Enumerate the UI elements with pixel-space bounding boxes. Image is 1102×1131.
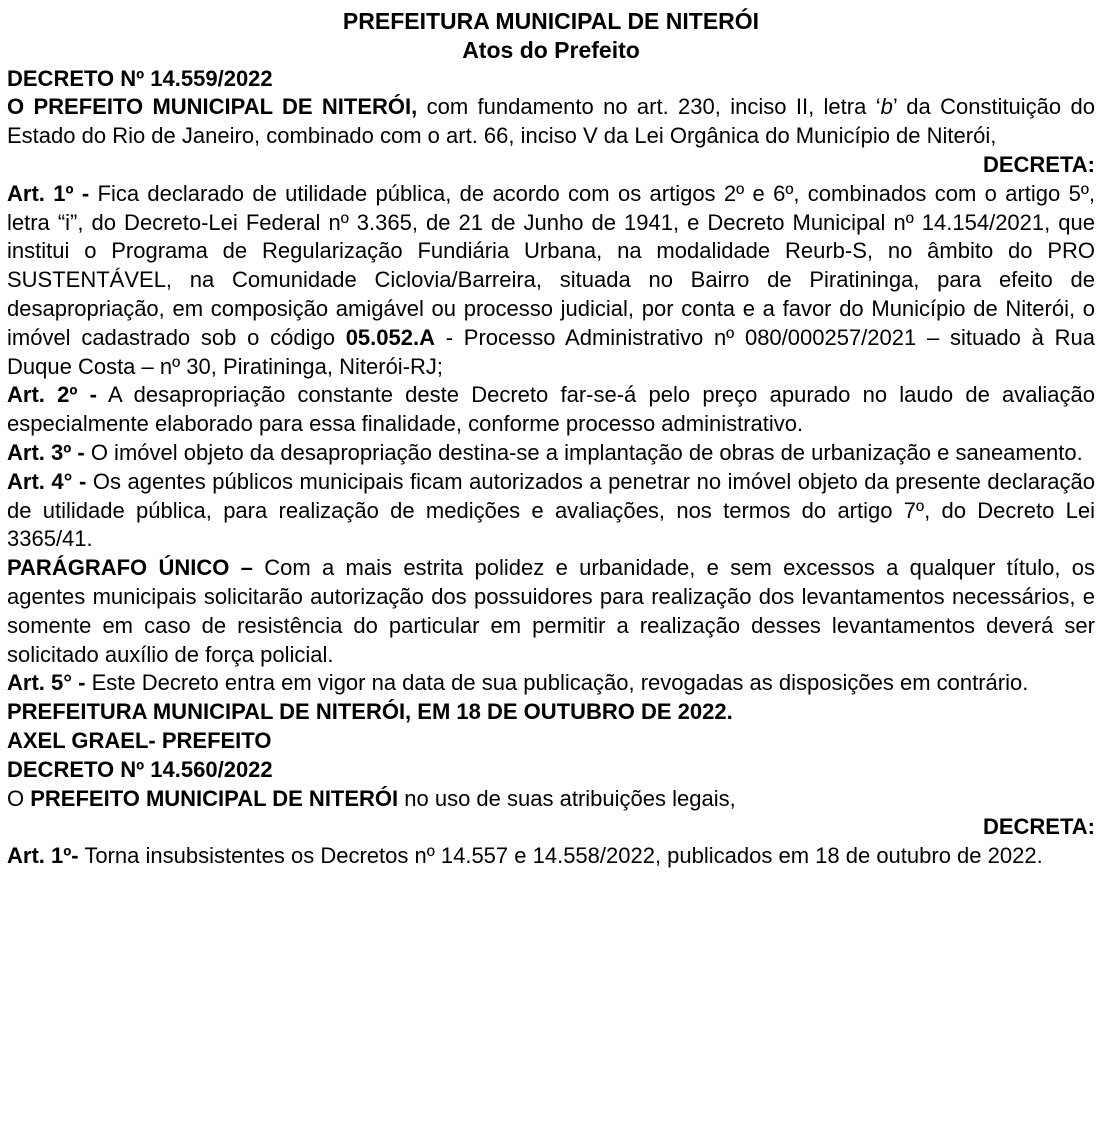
- art-2-text: A desapropriação constante deste Decreto far-se-á pelo preço apurado no laudo de avaliação especialmente elaborado para essa finalidade, conforme processo administrativo.: [7, 382, 1095, 437]
- decree-2-title: DECRETO Nº 14.560/2022: [7, 756, 273, 782]
- art-3-label: Art. 3º -: [7, 439, 85, 465]
- decree-2-decreta: DECRETA:: [982, 814, 1095, 840]
- decree-1-title: DECRETO Nº 14.559/2022: [7, 65, 273, 91]
- decree-1-art-4: [7, 468, 1095, 554]
- header-title: PREFEITURA MUNICIPAL DE NITERÓI: [342, 8, 760, 34]
- art-1-text-a: Fica declarado de utilidade pública, de acordo com os artigos 2º e 6º, combinados com o artigo 5º, letra “i”, do Decreto-Lei Federal nº 3.365, de 21 de Junho de 1941, e Decreto Municipal nº 14.154/2021, que institui o Programa de Regularização Fundiária Urbana, na modalidade Reurb-S, no âmbito do PRO SUSTENTÁVEL, na Comunidade Ciclovia/Barreira, situada no Bairro de Piratininga, para efeito de desapropriação, em composição amigável ou processo judicial, por conta e a favor do Município de Niterói, o imóvel cadastrado sob o código: [7, 180, 1095, 350]
- decree-2-preamble-o: O: [7, 785, 31, 811]
- art-1-text-b: - Processo Administrativo nº 080/000257/2021 – situado à Rua Duque Costa – nº 30, Piratininga, Niterói-RJ;: [7, 324, 1095, 379]
- art-5-text: Este Decreto entra em vigor na data de sua publicação, revogadas as disposições em contrário.: [85, 670, 1029, 696]
- paragrafo-text: Com a mais estrita polidez e urbanidade, e sem excessos a qualquer título, os agentes municipais solicitarão autorização dos possuidores para realização dos levantamentos necessários, e somente em caso de resistência do particular em permitir a realização desses levantamentos deverá ser solicitado auxílio de força policial.: [7, 555, 1095, 667]
- art-2-label: Art. 2º -: [7, 382, 97, 408]
- header-subtitle: Atos do Prefeito: [462, 36, 640, 63]
- preamble-letter: b: [880, 94, 893, 120]
- art-4-label: Art. 4° -: [7, 468, 87, 494]
- decree-2-art-1-label: Art. 1º-: [7, 843, 79, 869]
- decree-2-preamble-text: no uso de suas atribuições legais,: [398, 785, 736, 811]
- decree-1-art-3: [7, 439, 1095, 468]
- decree-1-art-5: [7, 669, 1095, 698]
- art-5-label: Art. 5° -: [7, 670, 86, 696]
- preamble-authority: O PREFEITO MUNICIPAL DE NITERÓI,: [7, 94, 418, 120]
- paragrafo-label: PARÁGRAFO ÚNICO –: [7, 555, 253, 581]
- decree-1-paragrafo-unico: [7, 554, 1095, 669]
- art-1-code: 05.052.A: [345, 324, 435, 350]
- art-4-text: Os agentes públicos municipais ficam autorizados a penetrar no imóvel objeto da presente declaração de utilidade pública, para realização de medições e avaliações, nos termos do artigo 7º, do Decreto Lei 3365/41.: [7, 468, 1095, 552]
- art-3-text: O imóvel objeto da desapropriação destina-se a implantação de obras de urbanização e saneamento.: [84, 439, 1083, 465]
- preamble-text-b: ’ da Constituição do Estado do Rio de Janeiro, combinado com o art. 66, inciso V da Lei Orgânica do Município de Niterói,: [7, 94, 1095, 149]
- art-1-label: Art. 1º -: [7, 180, 90, 206]
- document-page: [7, 7, 1095, 871]
- decree-2-art-1-text: Torna insubsistentes os Decretos nº 14.557 e 14.558/2022, publicados em 18 de outubro de 2022.: [78, 843, 1043, 869]
- decree-1-art-2: [7, 381, 1095, 439]
- decree-1-preamble: [7, 93, 1095, 151]
- decree-1-art-1: [7, 180, 1095, 382]
- decree-2-preamble-authority: PREFEITO MUNICIPAL DE NITERÓI: [30, 785, 399, 811]
- decree-1-signature: AXEL GRAEL- PREFEITO: [7, 727, 272, 753]
- decree-2-preamble: [7, 785, 1095, 814]
- decree-2-art-1: [7, 842, 1095, 871]
- decree-1-decreta: DECRETA:: [982, 151, 1095, 177]
- decree-1-closing: PREFEITURA MUNICIPAL DE NITERÓI, EM 18 DE OUTUBRO DE 2022.: [7, 699, 733, 725]
- preamble-text-a: com fundamento no art. 230, inciso II, letra ‘: [417, 94, 881, 120]
